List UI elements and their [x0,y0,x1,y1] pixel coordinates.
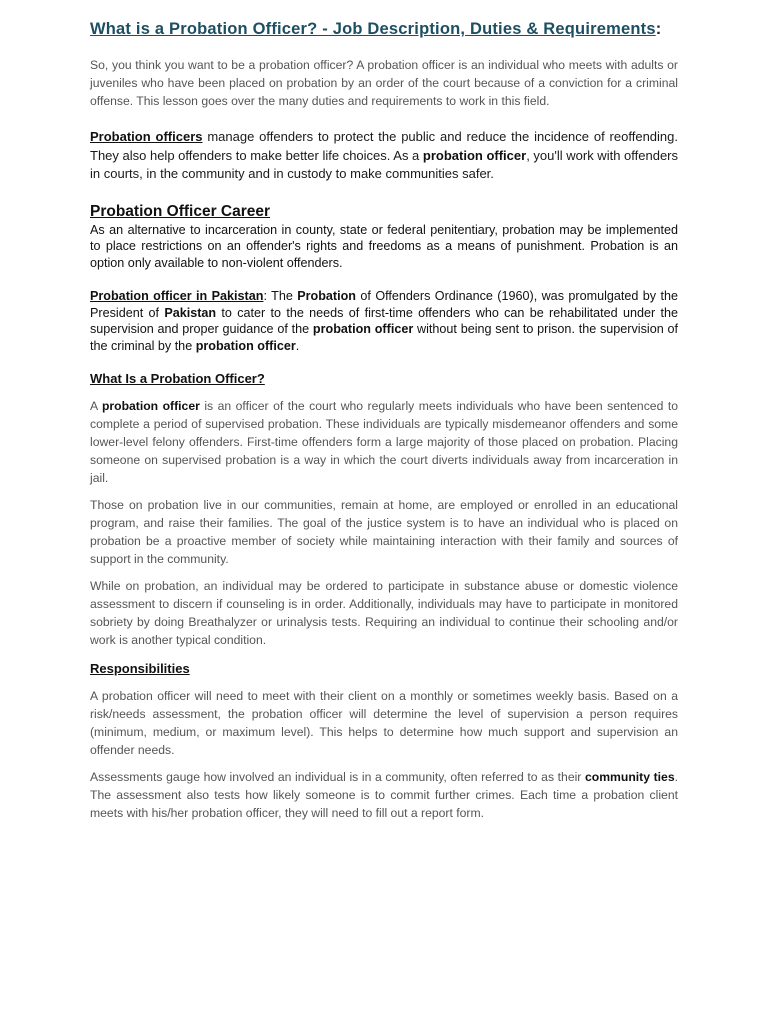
what-is-heading: What Is a Probation Officer? [90,371,265,386]
document-title-colon: : [655,20,662,38]
pakistan-text-2: of Offenders Ordinance (1960), was promulgated by the President of [90,289,678,320]
what-p1-text-c: is an officer of the court who regularly meets individuals who have been sentenced to complete a period of supervised probation. These individuals are typically misdemeanor offenders and some lower-level felony offenders. First-time offenders form a large majority of those placed on probation. Placing someone on supervised probation is a way in which the court diverts individuals away from incarceration in jail. [90,399,678,485]
pakistan-text-5: . [295,338,300,353]
responsibilities-heading: Responsibilities [90,661,190,676]
pakistan-text-3: to cater to the needs of first-time offenders who can be rehabilitated under the supervision and proper guidance of the [90,305,678,336]
responsibilities-paragraph-1: A probation officer will need to meet with their client on a monthly or sometimes weekly basis. Based on a risk/needs assessment, the probation officer will determine the level of supervision a person requires (minimum, medium, or maximum level). This helps to determine how much support and supervision an offender needs. [90,689,678,757]
career-paragraph: As an alternative to incarceration in county, state or federal penitentiary, probation may be implemented to place restrictions on an offender's rights and freedoms as a means of punishment. Probation is an option only available to non-violent offenders. [90,222,678,270]
pakistan-bold-4: probation officer [195,338,296,353]
pakistan-paragraph [90,288,678,354]
term-probation-officers: Probation officers [90,129,203,144]
what-paragraph-1 [90,397,678,487]
resp-p2-text-a: Assessments gauge how involved an individual is in a community, often referred to as their [90,770,585,784]
intro-paragraph: So, you think you want to be a probation officer? A probation officer is an individual who meets with adults or juveniles who have been placed on probation by an order of the court because of a conviction for a criminal offense. This lesson goes over the many duties and requirements to work in this field. [90,58,678,108]
career-heading: Probation Officer Career [90,202,271,220]
pakistan-text-4: without being sent to prison. the supervision of the criminal by the [90,322,678,353]
what-p1-text-a: A [90,399,102,413]
pakistan-bold-2: Pakistan [164,305,217,320]
what-p1-bold: probation officer [101,399,200,413]
document-page [90,18,678,822]
officers-text-1: manage offenders to protect the public and reduce the incidence of reoffending. They also help offenders to make better life choices. As a [90,129,678,163]
pakistan-bold-3: probation officer [312,322,414,336]
pakistan-text-1: : The [263,289,298,303]
responsibilities-paragraph-2 [90,768,678,822]
term-probation-officer-pakistan: Probation officer in Pakistan [90,289,264,303]
pakistan-bold-1: Probation [297,289,357,303]
document-title-text: What is a Probation Officer? - Job Description, Duties & Requirements [90,20,656,38]
officers-bold-1: probation officer [422,147,527,163]
document-title [90,18,678,40]
resp-p2-text-c: . The assessment also tests how likely someone is to commit further crimes. Each time a probation client meets with his/her probation officer, they will need to fill out a report form. [90,770,678,820]
what-paragraph-2: Those on probation live in our communities, remain at home, are employed or enrolled in an educational program, and raise their families. The goal of the justice system is to have an individual who is placed on probation be a proactive member of society while maintaining interaction with their family and sources of support in the community. [90,498,678,566]
officers-paragraph [90,128,678,184]
officers-text-2: , you'll work with offenders in courts, in the community and in custody to make communities safer. [90,147,679,181]
what-paragraph-3: While on probation, an individual may be ordered to participate in substance abuse or domestic violence assessment to discern if counseling is in order. Additionally, individuals may have to participate in monitored sobriety by doing Breathalyzer or urinalysis tests. Requiring an individual to continue their schooling and/or work is another typical condition. [90,579,678,647]
resp-p2-bold: community ties [584,770,675,784]
